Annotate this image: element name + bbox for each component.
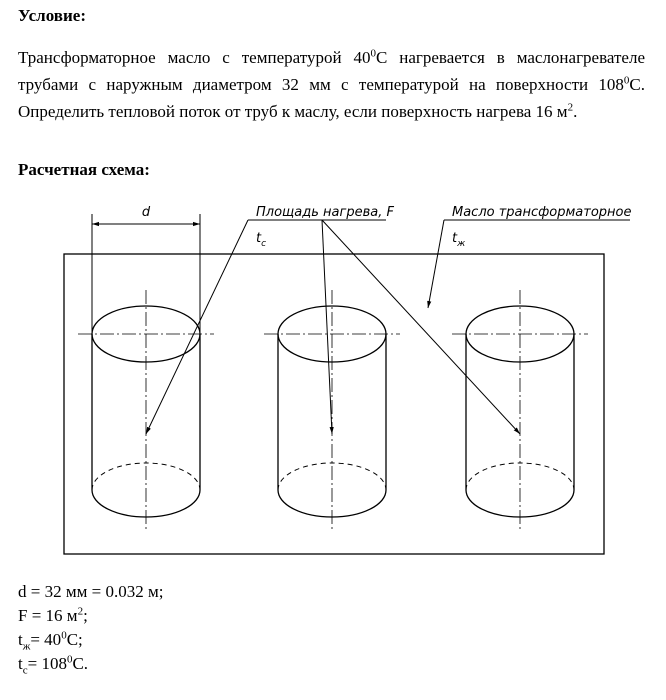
given-tzh: $t_ж= 40^0С$;: [18, 629, 83, 653]
leader-oil: [428, 220, 630, 308]
scheme-heading: Расчетная схема:: [18, 160, 150, 179]
given-d: d = 32 мм = 0.032 м;: [18, 582, 164, 601]
pipe-3: [452, 290, 588, 530]
calculation-scheme: [0, 190, 666, 570]
oil-vessel: [64, 254, 604, 554]
label-tc: $t_c$: [256, 231, 267, 249]
given-tc: $t_с= 108^0С$.: [18, 653, 89, 677]
label-oil: Масло трансформаторное: [452, 205, 632, 220]
label-area: Площадь нагрева, F: [256, 205, 394, 220]
given-F: F = 16 $м^2$;: [18, 605, 88, 625]
pipe-1: [78, 290, 214, 530]
given-data: [18, 580, 163, 676]
condition-heading: Условие:: [18, 6, 86, 25]
pipe-2: [264, 290, 400, 530]
condition-text: Трансформаторное масло с температурой $40^0С$ нагревается в маслонагревателе трубами с наружным диаметром 32 мм с температурой на поверхности $108^0С$. Определить тепловой поток от труб к маслу, если поверхность нагрева 16 $м^2$.: [18, 47, 645, 121]
label-tzh: $t_ж$: [452, 231, 466, 249]
leader-area: [146, 220, 520, 434]
label-d: d: [141, 205, 151, 220]
